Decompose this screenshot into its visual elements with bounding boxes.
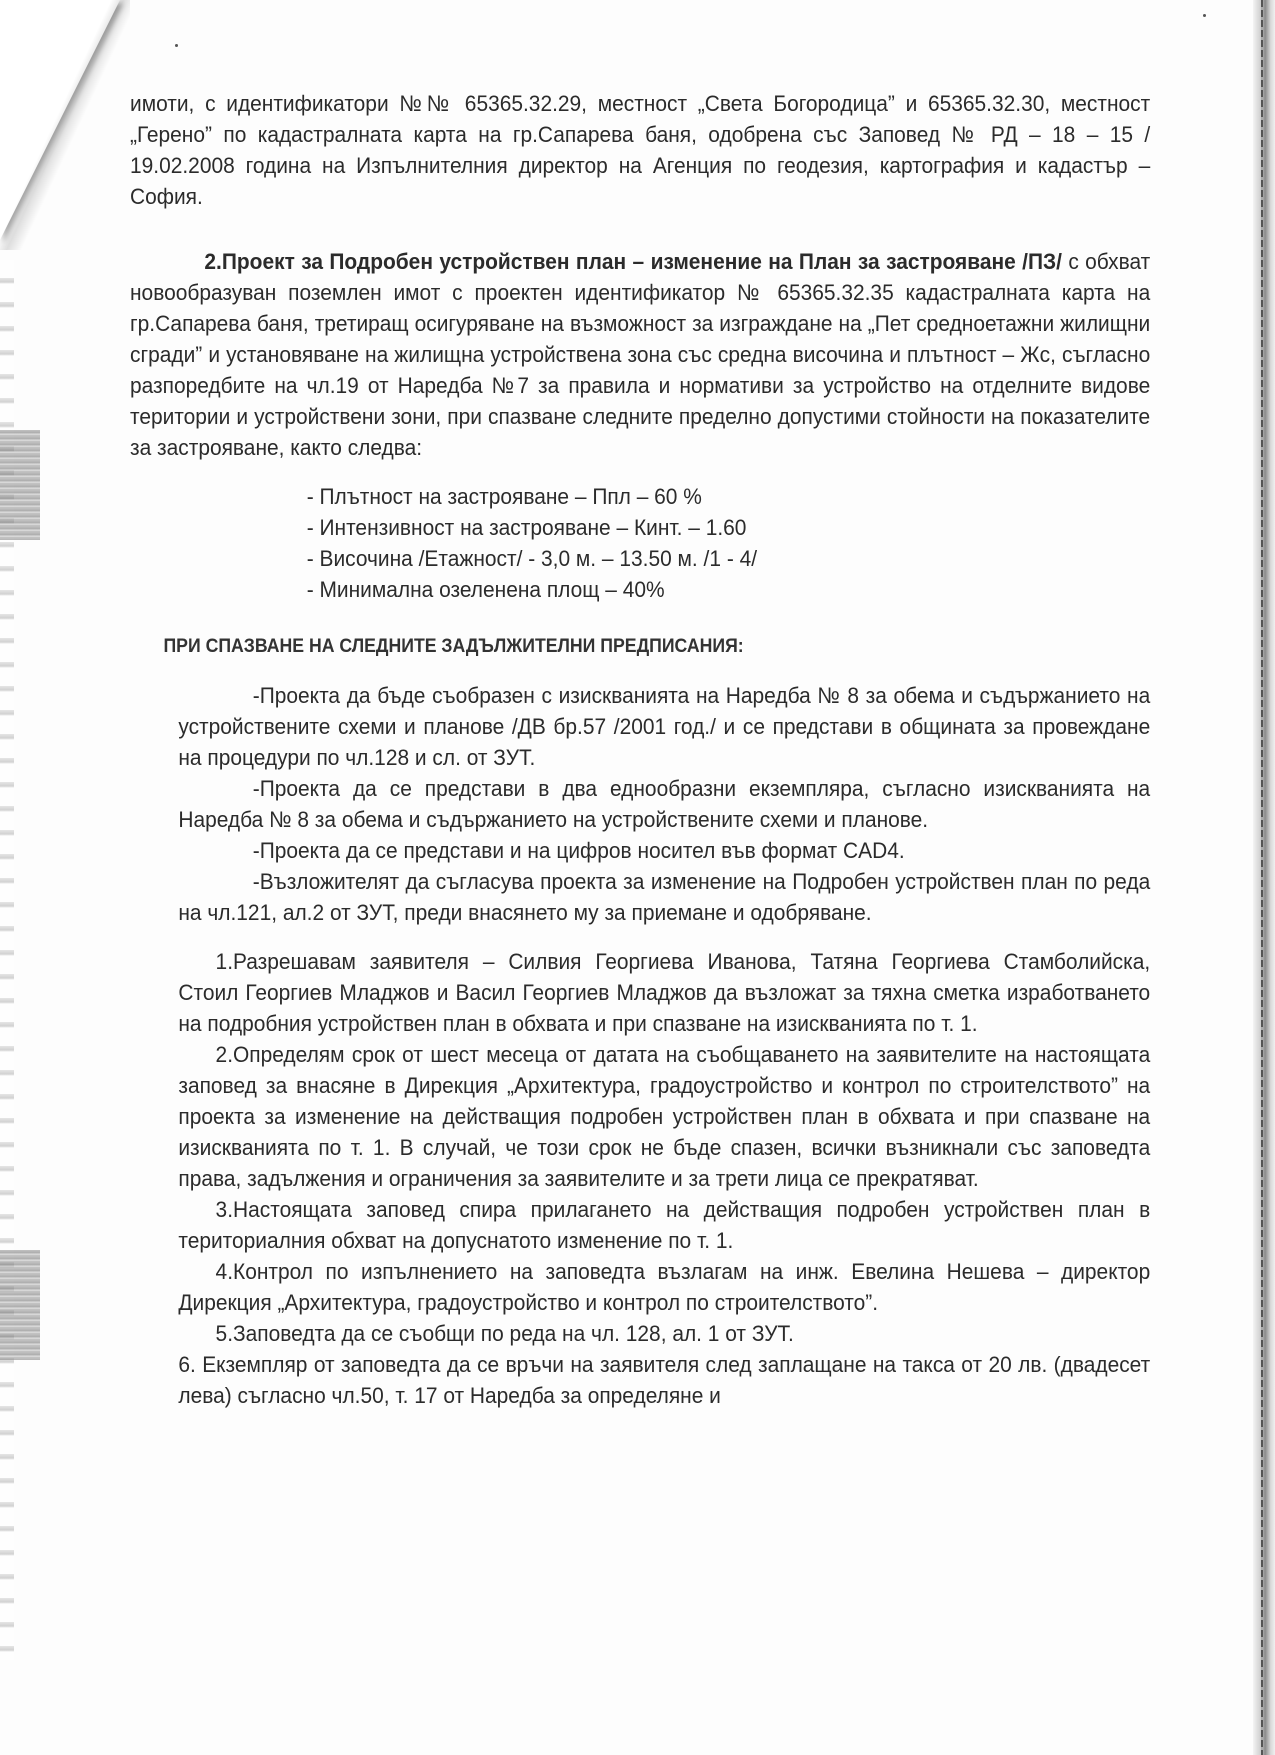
scan-speck [175, 44, 178, 47]
order-item: 3.Настоящата заповед спира прилагането на действащия подробен устройствен план в териториалния обхват на допуснатото изменение по т. 1. [178, 1197, 1151, 1253]
indicator-list [307, 481, 1151, 605]
requirement-item: -Проекта да се представи и на цифров носител във формат CAD4. [252, 838, 905, 863]
requirement-item: -Проекта да бъде съобразен с изискванията на Наредба № 8 за обема и съдържанието на устройствените схеми и планове /ДВ бр.57 /2001 год./ и се представи в общината за провеждане на процедури по чл.128 и сл. от ЗУТ. [178, 683, 1151, 770]
item-2-text: с обхват новообразуван поземлен имот с проектен идентификатор № 65365.32.35 кадастралната карта на гр.Сапарева баня, третиращ осигуряване на възможност за изграждане на „Пет средноетажни жилищни сгради” и установяване на жилищна устройствена зона със средна височина и плътност – Жс, съгласно разпоредбите на чл.19 от Наредба №7 за правила и нормативи за устройство на отделните видове територии и устройствени зони, при спазване следните пределно допустими стойности на показателите за застрояване, както следва: [130, 249, 1151, 460]
right-scan-edge [1253, 0, 1275, 1755]
intro-paragraph: имоти, с идентификатори №№ 65365.32.29, местност „Света Богородица” и 65365.32.30, местност „Герено” по кадастралната карта на гр.Сапарева баня, одобрена със Заповед № РД – 18 – 15 / 19.02.2008 година на Изпълнителния директор на Агенция по геодезия, картография и кадастър – София. [130, 91, 1151, 209]
left-scan-blot [0, 1250, 40, 1360]
indicator-green-area: - Минимална озеленена площ – 40% [306, 577, 665, 602]
indicator-intensity: - Интензивност на застрояване – Кинт. – 1.60 [306, 515, 747, 540]
orders-block [178, 946, 1150, 1411]
requirements-heading: ПРИ СПАЗВАНЕ НА СЛЕДНИТЕ ЗАДЪЛЖИТЕЛНИ ПРЕДПИСАНИЯ: [163, 636, 744, 657]
order-item: 4.Контрол по изпълнението на заповедта възлагам на инж. Евелина Нешева – директор Дирекция „Архитектура, градоустройство и контрол по строителството”. [178, 1259, 1151, 1315]
indicator-density: - Плътност на застрояване – Ппл – 60 % [306, 484, 702, 509]
item-2-title: 2.Проект за Подробен устройствен план – изменение на План за застрояване /ПЗ/ [204, 249, 1062, 274]
item-2-paragraph [130, 246, 1150, 463]
requirement-item: -Възложителят да съгласува проекта за изменение на Подробен устройствен план по реда на чл.121, ал.2 от ЗУТ, преди внасянето му за приемане и одобряване. [178, 869, 1151, 925]
right-scan-line [1261, 0, 1263, 1755]
indicator-height: - Височина /Етажност/ - 3,0 м. – 13.50 м. /1 - 4/ [306, 546, 758, 571]
document-body [130, 88, 1151, 1411]
scan-speck [1203, 14, 1206, 17]
order-item-6: 6. Екземпляр от заповедта да се връчи на заявителя след заплащане на такса от 20 лв. (двадесет лева) съгласно чл.50, т. 17 от Наредба за определяне и [178, 1352, 1151, 1408]
requirements-block [178, 680, 1150, 928]
corner-shadow [0, 0, 130, 250]
order-item: 1.Разрешавам заявителя – Силвия Георгиева Иванова, Татяна Георгиева Стамболийска, Стоил Георгиев Младжов и Васил Георгиев Младжов да възложат за тяхна сметка изработването на подробния устройствен план в обхвата и при спазване на изискванията по т. 1. [178, 949, 1151, 1036]
order-item: 2.Определям срок от шест месеца от датата на съобщаването на заявителите на настоящата заповед за внасяне в Дирекция „Архитектура, градоустройство и контрол по строителството” на проекта за изменение на действащия подробен устройствен план в обхвата и при спазване на изискванията по т. 1. В случай, че този срок не бъде спазен, всички възникнали със заповедта права, задължения и ограничения за заявителите и за трети лица се прекратяват. [178, 1042, 1151, 1191]
order-item: 5.Заповедта да се съобщи по реда на чл. 128, ал. 1 от ЗУТ. [215, 1321, 794, 1346]
requirement-item: -Проекта да се представи в два еднообразни екземпляра, съгласно изискванията на Наредба № 8 за обема и съдържанието на устройствените схеми и планове. [178, 776, 1151, 832]
left-scan-blot [0, 430, 40, 540]
